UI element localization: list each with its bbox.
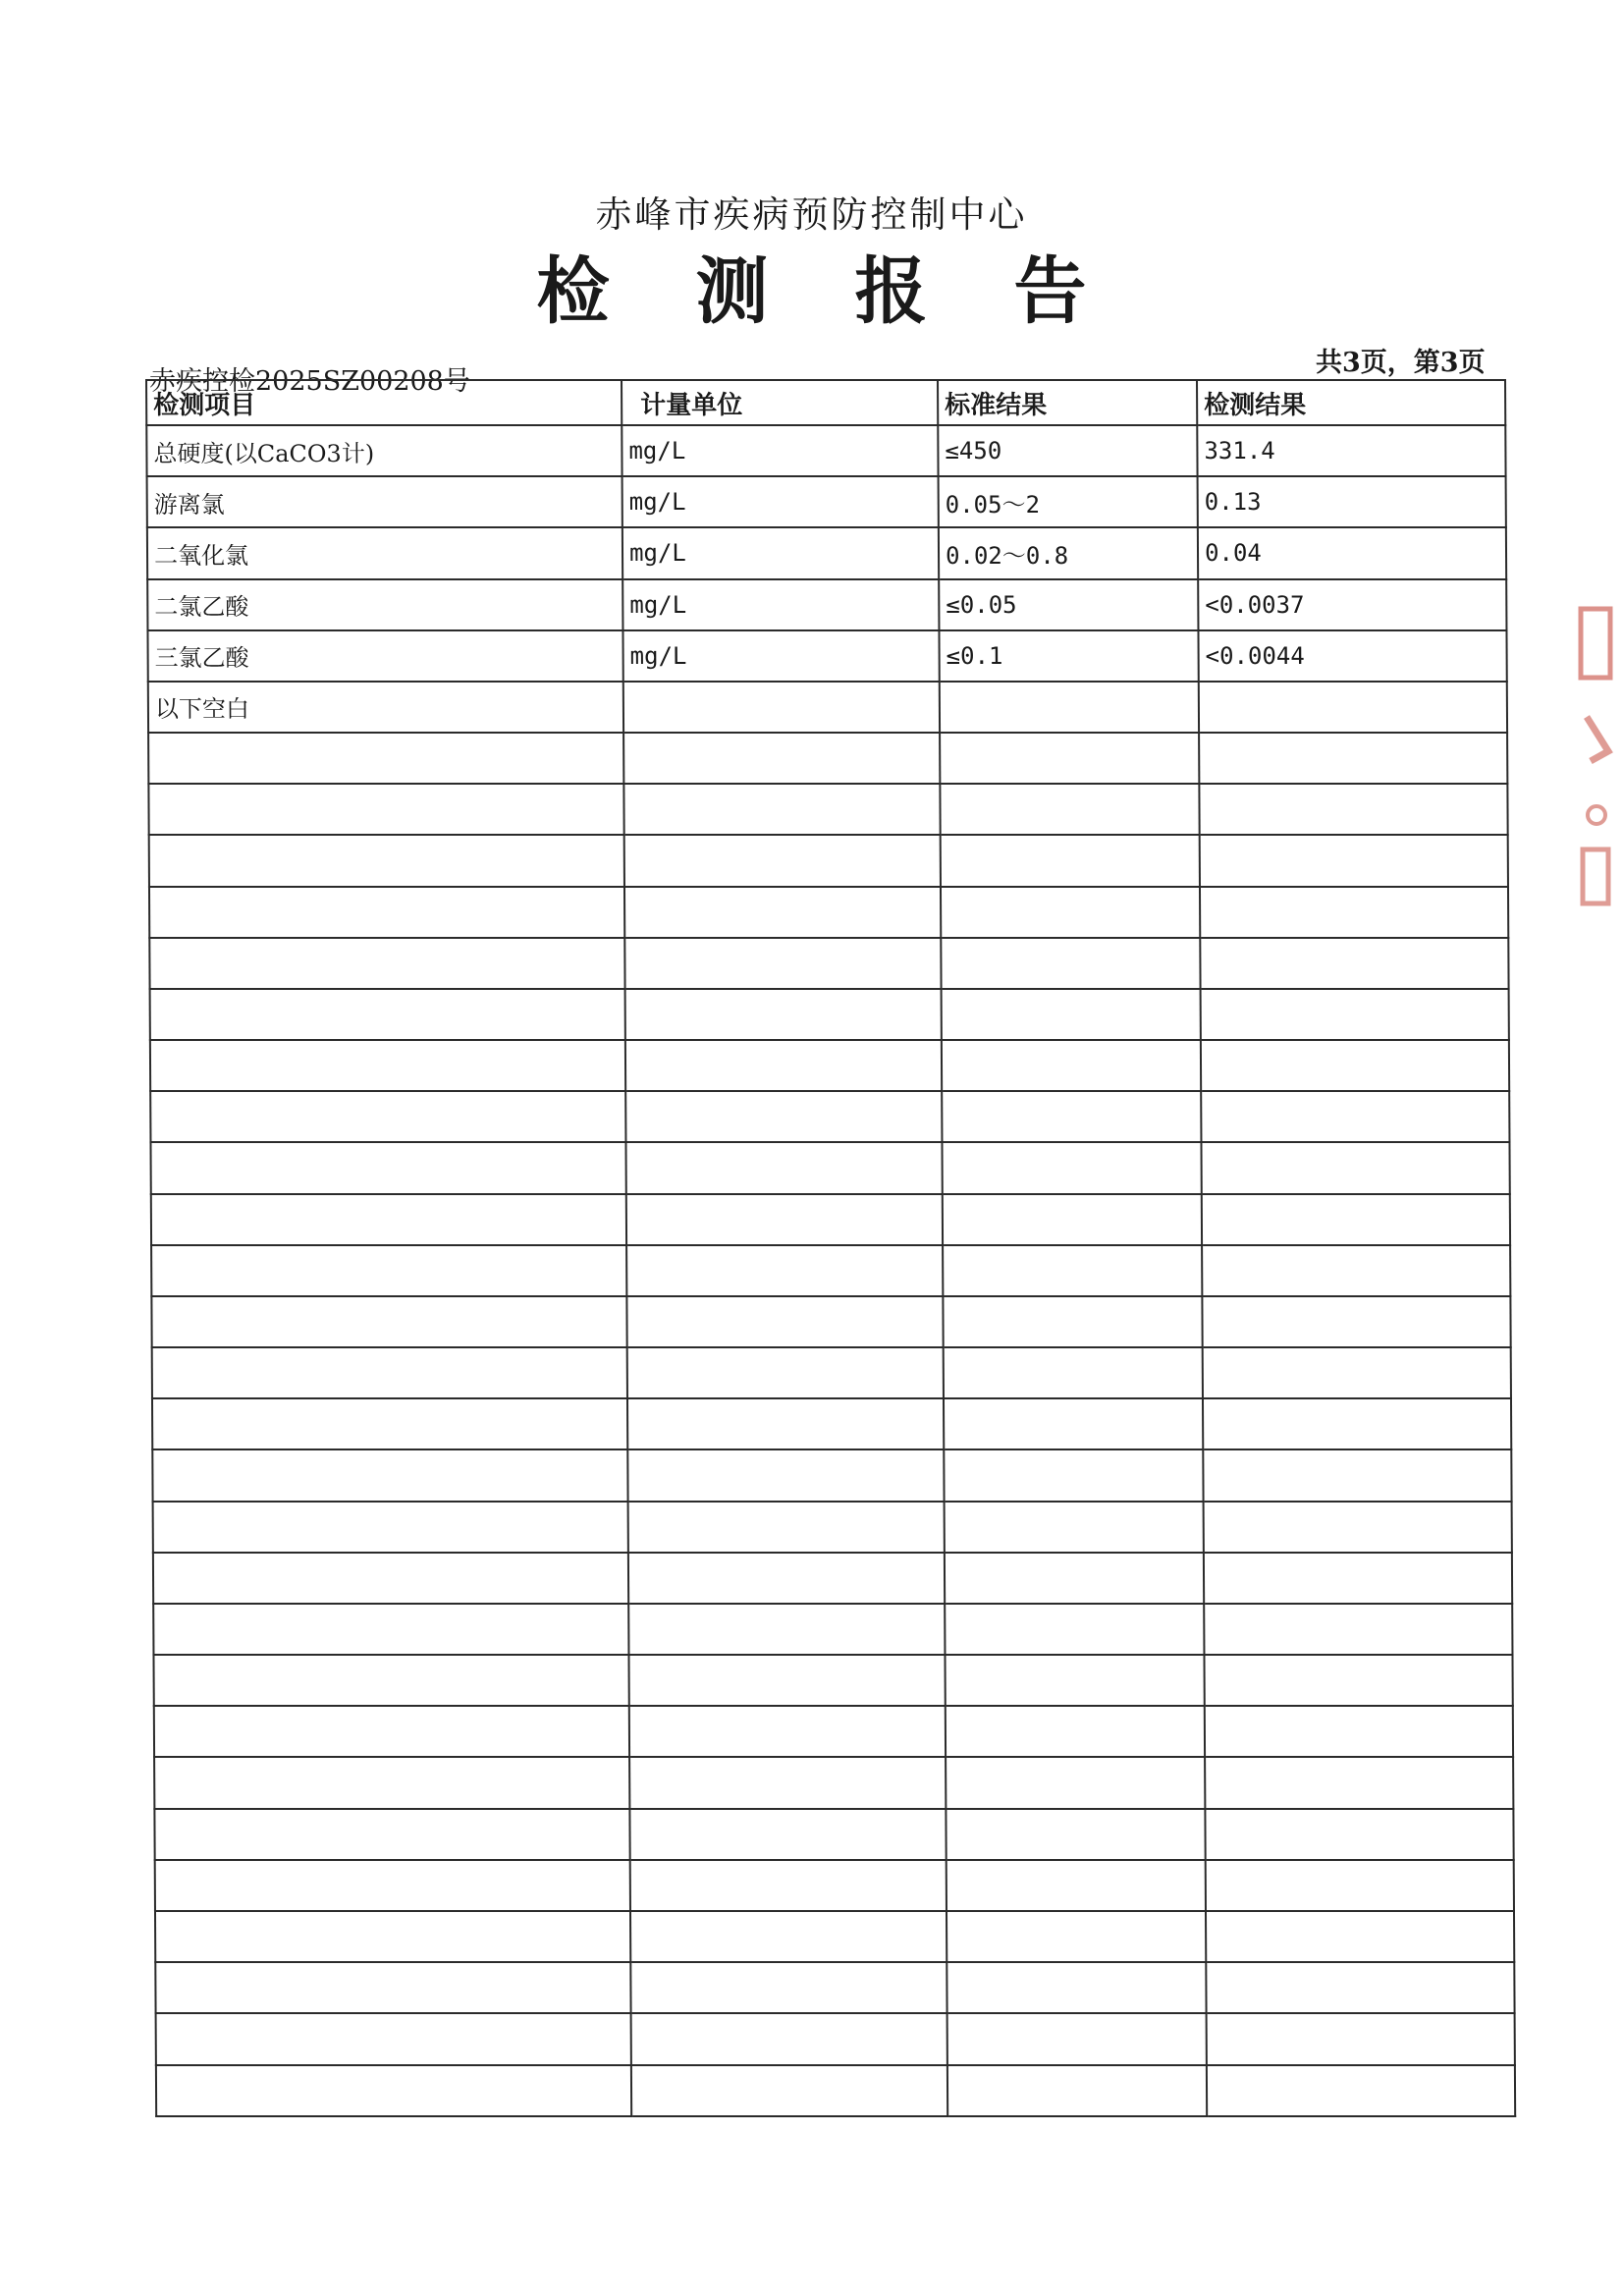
blank-cell [154,1757,629,1808]
result-cell: 0.04 [1198,527,1506,578]
blank-cell [150,989,625,1040]
result-cell: <0.0044 [1198,630,1506,682]
blank-cell [156,2013,631,2064]
blank-table-row [151,1296,1510,1347]
blank-cell [1205,1757,1513,1808]
blank-table-row [150,1040,1509,1091]
blank-cell [625,989,942,1040]
blank-cell [624,938,941,989]
blank-table-row [150,1091,1509,1142]
blank-cell [943,1245,1202,1296]
result-cell [1199,682,1507,733]
unit-cell [623,682,940,733]
blank-table-row [153,1502,1512,1553]
unit-cell: mg/L [622,425,938,476]
blank-table-row [155,1860,1514,1911]
blank-cell [150,1040,625,1091]
blank-table-row [155,1962,1514,2013]
blank-table-row [154,1706,1513,1757]
header-result: 检测结果 [1197,380,1505,425]
test-item-cell: 二氯乙酸 [147,579,622,630]
blank-table-row [152,1347,1511,1398]
blank-cell [623,733,940,784]
blank-table-row [154,1757,1513,1808]
blank-cell [153,1553,628,1604]
blank-table-row [151,1194,1510,1245]
blank-cell [1207,2065,1515,2117]
blank-cell [631,2013,947,2064]
test-item-cell: 二氧化氯 [147,527,622,578]
blank-cell [624,835,941,886]
blank-cell [1202,1194,1510,1245]
blank-table-row [153,1604,1512,1655]
blank-cell [628,1604,945,1655]
table-row [147,476,1506,527]
blank-cell [945,1604,1204,1655]
page-indicator: 共3页，第3页 [1316,348,1486,378]
blank-cell [149,938,624,989]
blank-cell [625,1040,942,1091]
blank-cell [940,784,1199,835]
table-row [147,630,1506,682]
doc-title: 检测报告 [536,249,1173,334]
blank-cell [1204,1553,1512,1604]
blank-cell [626,1194,943,1245]
blank-cell [1199,784,1507,835]
blank-table-row [154,1809,1513,1860]
blank-cell [151,1245,626,1296]
blank-cell [153,1655,628,1706]
blank-cell [1200,835,1508,886]
table-row [148,682,1507,733]
blank-cell [150,1091,625,1142]
blank-cell [156,2065,631,2117]
header-test-item: 检测项目 [146,380,622,425]
blank-cell [1203,1398,1511,1449]
blank-cell [1199,733,1507,784]
blank-cell [943,1296,1202,1347]
blank-cell [155,1962,630,2013]
standard-cell: 0.02～0.8 [939,527,1198,578]
blank-table-row [148,733,1507,784]
blank-cell [1202,1296,1510,1347]
blank-cell [152,1398,627,1449]
blank-cell [1203,1449,1511,1501]
standard-cell: ≤0.05 [939,579,1198,630]
blank-cell [1207,2013,1515,2064]
blank-cell [625,1142,942,1193]
blank-cell [153,1604,628,1655]
standard-cell: ≤0.1 [939,630,1198,682]
result-cell: <0.0037 [1198,579,1506,630]
header-standard: 标准结果 [938,380,1197,425]
blank-cell [942,1142,1201,1193]
blank-table-row [153,1655,1512,1706]
test-item-cell: 三氯乙酸 [147,630,622,682]
blank-cell [942,989,1201,1040]
blank-cell [1204,1604,1512,1655]
blank-cell [631,2065,947,2117]
blank-table-row [152,1398,1511,1449]
blank-table-row [156,2013,1515,2064]
blank-cell [947,1962,1206,2013]
blank-cell [1201,1142,1509,1193]
header-unit: 计量单位 [622,380,938,425]
standard-cell [940,682,1199,733]
blank-table-row [156,2065,1515,2117]
blank-cell [154,1706,629,1757]
blank-cell [151,1194,626,1245]
result-cell: 0.13 [1198,476,1506,527]
blank-cell [626,1245,943,1296]
stamp-seal [1573,589,1620,943]
results-table-wrapper [145,379,1516,2117]
blank-cell [153,1502,628,1553]
blank-cell [943,1194,1202,1245]
blank-cell [942,1040,1201,1091]
blank-cell [944,1347,1203,1398]
report-number: 赤疾控检2025SZ00208号 [149,366,470,397]
blank-table-row [149,835,1508,886]
unit-cell: mg/L [622,476,939,527]
blank-table-row [153,1553,1512,1604]
standard-cell: ≤450 [938,425,1197,476]
blank-cell [152,1449,627,1501]
blank-cell [1200,887,1508,938]
blank-cell [947,1860,1206,1911]
blank-table-row [149,887,1508,938]
blank-cell [1204,1655,1512,1706]
blank-cell [947,1911,1206,1962]
blank-cell [1204,1502,1512,1553]
blank-cell [628,1553,945,1604]
blank-cell [630,1911,947,1962]
blank-table-row [149,938,1508,989]
blank-cell [947,2065,1207,2117]
table-row [147,527,1506,578]
blank-cell [148,733,623,784]
unit-cell: mg/L [622,579,939,630]
blank-cell [946,1809,1205,1860]
unit-cell: mg/L [622,527,939,578]
blank-table-row [151,1245,1510,1296]
org-name: 赤峰市疾病预防控制中心 [595,193,1028,236]
blank-cell [155,1860,630,1911]
blank-cell [1201,989,1509,1040]
test-item-cell: 总硬度(以CaCO3计) [146,425,622,476]
blank-cell [630,1962,947,2013]
blank-cell [1205,1809,1513,1860]
blank-cell [942,1091,1201,1142]
blank-cell [152,1347,627,1398]
blank-cell [629,1706,946,1757]
blank-cell [945,1553,1204,1604]
blank-cell [945,1655,1204,1706]
blank-table-row [148,784,1507,835]
blank-cell [149,835,624,886]
blank-cell [626,1296,943,1347]
result-cell: 331.4 [1197,425,1505,476]
blank-cell [1201,1040,1509,1091]
table-row [146,425,1505,476]
blank-cell [1202,1245,1510,1296]
blank-cell [148,784,623,835]
blank-cell [1205,1706,1513,1757]
blank-table-row [152,1449,1511,1501]
blank-cell [944,1398,1203,1449]
blank-cell [150,1142,625,1193]
blank-cell [1206,1860,1514,1911]
blank-cell [628,1655,945,1706]
blank-table-row [150,1142,1509,1193]
blank-marker-cell: 以下空白 [148,682,623,733]
blank-cell [149,887,624,938]
unit-cell: mg/L [622,630,939,682]
blank-cell [628,1502,945,1553]
blank-cell [1206,1911,1514,1962]
blank-cell [941,887,1200,938]
blank-table-row [150,989,1509,1040]
blank-cell [1206,1962,1514,2013]
blank-cell [624,887,941,938]
blank-cell [946,1706,1205,1757]
blank-cell [941,835,1200,886]
blank-cell [623,784,940,835]
standard-cell: 0.05～2 [939,476,1198,527]
blank-cell [947,2013,1207,2064]
blank-cell [941,938,1200,989]
blank-cell [627,1398,944,1449]
blank-cell [154,1809,629,1860]
blank-cell [945,1502,1204,1553]
blank-cell [1203,1347,1511,1398]
blank-cell [1200,938,1508,989]
blank-cell [625,1091,942,1142]
results-table [145,379,1516,2117]
blank-cell [940,733,1199,784]
blank-table-row [155,1911,1514,1962]
blank-cell [944,1449,1203,1501]
table-header-row [146,380,1505,425]
test-item-cell: 游离氯 [147,476,622,527]
table-row [147,579,1506,630]
blank-cell [155,1911,630,1962]
blank-cell [627,1347,944,1398]
blank-cell [630,1860,947,1911]
blank-cell [627,1449,944,1501]
blank-cell [629,1809,946,1860]
blank-cell [946,1757,1205,1808]
blank-cell [151,1296,626,1347]
blank-cell [1201,1091,1509,1142]
blank-cell [629,1757,946,1808]
